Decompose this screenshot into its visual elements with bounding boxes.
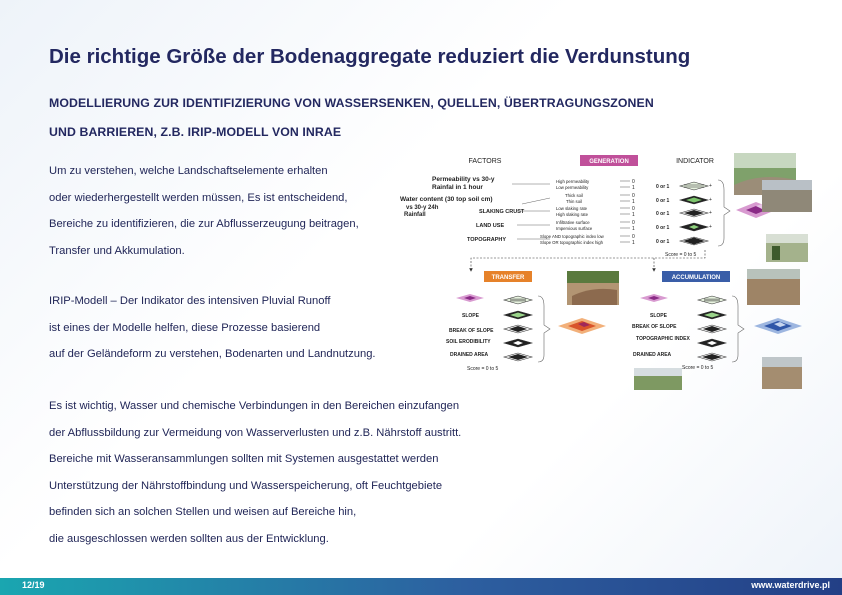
transfer-factor: DRAINED AREA [450,352,489,358]
factor-permeability-2: Rainfal in 1 hour [432,184,483,191]
paragraph-line: oder wiederhergestellt werden müssen, Es ist entscheidend, [49,191,348,204]
condition-text: Slope OR topographic index high [540,240,604,245]
value-text: 1 [632,226,635,232]
generation-map-stack [680,182,712,245]
accumulation-factor: BREAK OF SLOPE [632,324,677,330]
website-link[interactable]: www.waterdrive.pl [751,580,830,590]
transfer-factor: BREAK OF SLOPE [449,328,494,334]
factor-slaking-crust: SLAKING CRUST [479,209,525,215]
zero-or-one-label: 0 or 1 [656,225,670,231]
condition-text: High permeability [556,179,590,184]
condition-arrows [620,181,630,242]
paragraph-line: Bereiche mit Wasseransammlungen sollten mit Systemen ausgestattet werden [49,453,439,465]
condition-text: Impervious surface [556,226,593,231]
condition-text: Low permeability [556,185,589,190]
factor-water-content-3: Rainfall [404,212,426,218]
condition-text: Slope AND topographic index low [540,234,604,239]
subtitle-line-2: UND BARRIEREN, Z.B. IRIP-MODELL VON INRAE [49,125,342,139]
transfer-photo [567,271,619,305]
condition-text: High slaking rate [556,212,589,217]
value-text: 0 [632,234,635,240]
value-text: 1 [632,212,635,218]
accumulation-badge: ACCUMULATION [671,275,721,281]
paragraph-line: Um zu verstehen, welche Landschaftselemente erhalten [49,165,328,177]
paragraph-line: IRIP-Modell – Der Indikator des intensiven Pluvial Runoff [49,295,331,307]
paragraph-line: befinden sich an solchen Stellen und weisen auf Bereiche hin, [49,506,357,518]
factor-topography: TOPOGRAPHY [467,237,507,243]
generation-badge: GENERATION [589,159,629,165]
accumulation-factors [632,313,690,358]
condition-text: Low slaking rate [556,206,588,211]
paragraph-line: auf der Geländeform zu verstehen, Bodenarten und Landnutzung. [49,348,376,360]
page-number: 12/19 [22,580,45,590]
plus-sign: + [709,224,712,230]
accumulation-result-map [754,318,802,334]
zero-or-one-label: 0 or 1 [656,184,670,190]
plus-sign: + [709,183,712,189]
accumulation-factor: SLOPE [650,313,667,319]
paragraph-line: die ausgeschlossen werden sollten aus der Entwicklung. [49,532,329,545]
zero-or-one-label: 0 or 1 [656,239,670,245]
subtitle-line-1: MODELLIERUNG ZUR IDENTIFIZIERUNG VON WASSERSENKEN, QUELLEN, ÜBERTRAGUNGSZONEN [49,96,654,110]
paragraph-line: Bereiche zu identifizieren, die zur Abflusserzeugung beitragen, [49,218,359,230]
accumulation-brace [732,296,744,362]
factor-permeability-1: Permeability vs 30-y [432,176,495,183]
value-text: 0 [632,193,635,199]
paragraph-2 [49,288,376,368]
condition-text: Infiltrative surface [556,220,590,225]
value-text: 1 [632,240,635,246]
accumulation-factor: TOPOGRAPHIC INDEX [636,336,690,342]
score-generation: Score = 0 to 5 [665,252,697,258]
condition-text: Thick soil [565,193,583,198]
plus-sign: + [709,197,712,203]
factor-water-content-2: vs 30-y 24h [406,205,439,211]
transfer-factor: SLOPE [462,313,479,319]
value-text: 0 [632,220,635,226]
transfer-result-map [558,318,606,334]
page-title: Die richtige Größe der Bodenaggregate reduziert die Verdunstung [49,45,691,68]
irip-diagram [392,150,812,390]
value-text: 1 [632,185,635,191]
value-text: 0 [632,206,635,212]
score-accumulation: Score = 0 to 5 [682,365,714,371]
value-text: 1 [632,199,635,205]
footer-bar [0,578,842,595]
value-text: 0 [632,179,635,185]
zero-or-one-label: 0 or 1 [656,198,670,204]
factors-header: FACTORS [468,158,502,165]
condition-values [632,179,635,246]
plus-sign: + [709,210,712,216]
transfer-factors [446,313,494,358]
irip-diagram-svg [392,150,812,390]
score-transfer: Score = 0 to 5 [467,366,499,372]
generation-brace [718,180,730,246]
indicator-header: INDICATOR [676,158,714,165]
paragraph-line: Es ist wichtig, Wasser und chemische Verbindungen in den Bereichen einzufangen [49,400,460,412]
transfer-badge: TRANSFER [491,275,525,281]
accumulation-factor: DRAINED AREA [633,352,672,358]
generation-conditions [540,179,605,245]
factor-water-content-1: Water content (30 top soil cm) [400,196,493,203]
paragraph-line: Transfer und Akkumulation. [49,244,185,257]
transfer-brace [538,296,550,362]
factor-land-use: LAND USE [476,223,505,229]
transfer-factor: SOIL ERODIBILITY [446,339,491,345]
paragraph-1 [49,158,359,264]
paragraph-line: ist eines der Modelle helfen, diese Prozesse basierend [49,321,321,334]
paragraph-3 [49,393,461,552]
condition-text: Thin soil [566,199,583,204]
zero-or-one-label: 0 or 1 [656,211,670,217]
paragraph-line: Unterstützung der Nährstoffbindung und Wasserspeicherung, oft Feuchtgebiete [49,479,443,492]
paragraph-line: der Abflussbildung zur Vermeidung von Wasserverlusten und z.B. Nährstoff austritt. [49,426,462,439]
